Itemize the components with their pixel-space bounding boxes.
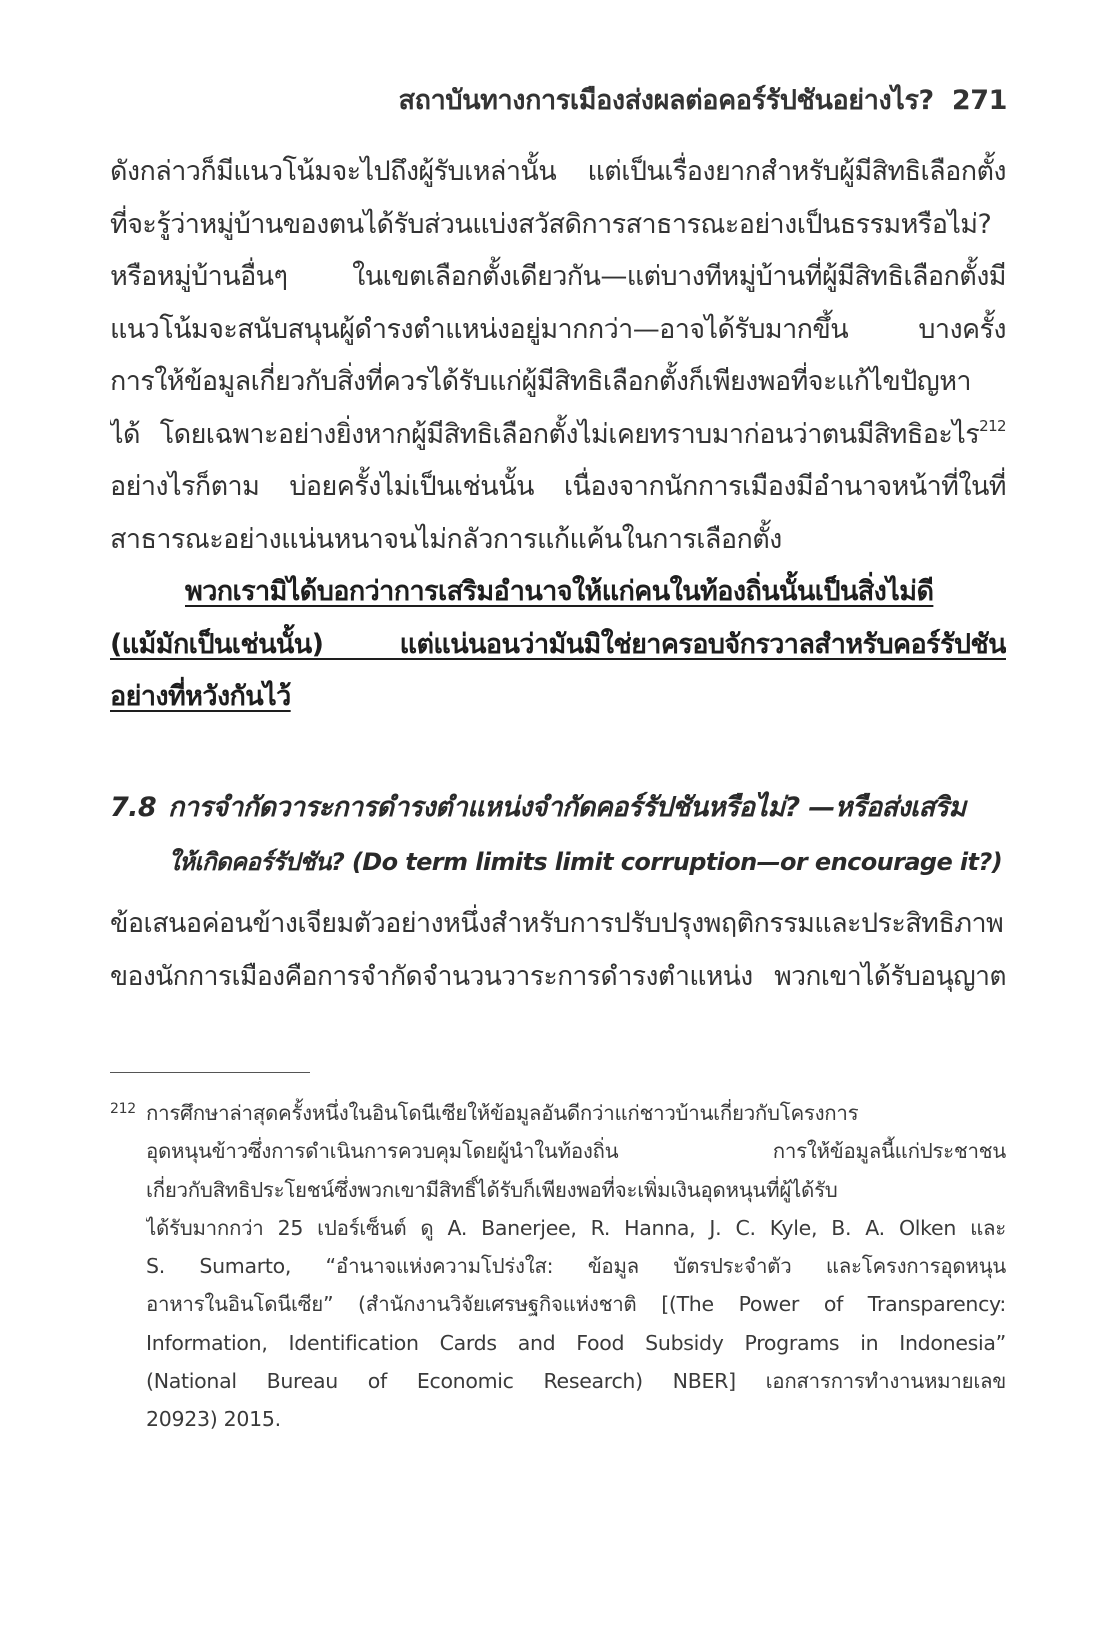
footnote-line: อาหารในอินโดนีเซีย” (สำนักงานวิจัยเศรษฐกิจแห่งชาติ [(The Power of Transparency: [146,1292,1006,1317]
running-header [399,78,1007,121]
footnote-line: อุดหนุนข้าวซึ่งการดำเนินการควบคุมโดยผู้นำในท้องถิ่น การให้ข้อมูลนี้แก่ประชาชน [146,1139,1006,1164]
paragraph-3 [110,898,1006,1003]
footnote-line: 20923) 2015. [146,1407,281,1432]
paragraph-1-line: ที่จะรู้ว่าหมู่บ้านของตนได้รับส่วนแบ่งสวัสดิการสาธารณะอย่างเป็นธรรมหรือไม่? [110,208,992,240]
section-heading [110,780,1010,890]
paragraph-1-line: หรือหมู่บ้านอื่นๆ ในเขตเลือกตั้งเดียวกัน—แต่บางทีหมู่บ้านที่ผู้มีสิทธิเลือกตั้งมี [110,261,1006,292]
footnote-line: (National Bureau of Economic Research) NBER] เอกสารการทำงานหมายเลข [146,1369,1006,1394]
paragraph-1-line: ได้ โดยเฉพาะอย่างยิ่งหากผู้มีสิทธิเลือกตั้งไม่เคยทราบมาก่อนว่าตนมีสิทธิอะไร [110,418,980,450]
paragraph-1 [110,146,1006,566]
page-number: 271 [951,85,1007,116]
footnote-body [146,1094,1006,1439]
footnote-line: การศึกษาล่าสุดครั้งหนึ่งในอินโดนีเซียให้ข้อมูลอันดีกว่าแก่ชาวบ้านเกี่ยวกับโครงการ [146,1101,859,1125]
paragraph-2-line: พวกเรามิได้บอกว่าการเสริมอำนาจให้แก่คนในท้องถิ่นนั้นเป็นสิ่งไม่ดี [185,576,934,607]
section-title-line-2: ให้เกิดคอร์รัปชัน? (Do term limits limit corruption—or encourage it?) [168,848,1003,876]
section-number: 7.8 [110,792,157,823]
paragraph-2-emphasis [110,566,1006,724]
paragraph-3-line: ข้อเสนอค่อนข้างเจียมตัวอย่างหนึ่งสำหรับการปรับปรุงพฤติกรรมและประสิทธิภาพ [110,908,1004,939]
paragraph-1-line: การให้ข้อมูลเกี่ยวกับสิ่งที่ควรได้รับแก่ผู้มีสิทธิเลือกตั้งก็เพียงพอที่จะแก้ไขปัญหา [110,366,971,397]
footnote-line: Information, Identification Cards and Food Subsidy Programs in Indonesia” [146,1330,1006,1355]
footnote-reference[interactable]: 212 [979,416,1006,435]
paragraph-3-line: ของนักการเมืองคือการจำกัดจำนวนวาระการดำรงตำแหน่ง พวกเขาได้รับอนุญาต [110,960,1006,992]
running-header-title: สถาบันทางการเมืองส่งผลต่อคอร์รัปชันอย่างไร? [398,85,934,116]
paragraph-1-line: อย่างไรก็ตาม บ่อยครั้งไม่เป็นเช่นนั้น เนื่องจากนักการเมืองมีอำนาจหน้าที่ในที่ [110,471,1006,502]
section-heading-line-1 [110,780,1010,835]
paragraph-1-line-with-ref [110,409,1006,462]
footnote-line: เกี่ยวกับสิทธิประโยชน์ซึ่งพวกเขามีสิทธิ์ได้รับก็เพียงพอที่จะเพิ่มเงินอุดหนุนที่ผู้ได้รับ [146,1177,838,1202]
paragraph-2-line: (แม้มักเป็นเช่นนั้น) แต่แน่นอนว่ามันมิใช่ยาครอบจักรวาลสำหรับคอร์รัปชัน [110,628,1006,660]
footnote-divider [110,1072,310,1073]
section-title-line-1: การจำกัดวาระการดำรงตำแหน่งจำกัดคอร์รัปชันหรือไม่? —หรือส่งเสริม [168,792,966,823]
paragraph-1-line: ดังกล่าวก็มีแนวโน้มจะไปถึงผู้รับเหล่านั้น แต่เป็นเรื่องยากสำหรับผู้มีสิทธิเลือกตั้ง [110,156,1006,187]
footnote-marker: 212 [110,1101,136,1117]
paragraph-1-line: แนวโน้มจะสนับสนุนผู้ดำรงตำแหน่งอยู่มากกว่า—อาจได้รับมากขึ้น บางครั้ง [110,313,1006,345]
paragraph-2-line: อย่างที่หวังกันไว้ [110,681,291,712]
paragraph-2-line-wrap [110,671,1006,724]
footnote-line: S. Sumarto, “อำนาจแห่งความโปร่งใส: ข้อมูล บัตรประจำตัว และโครงการอุดหนุน [146,1254,1006,1279]
paragraph-1-line: สาธารณะอย่างแน่นหนาจนไม่กลัวการแก้แค้นในการเลือกตั้ง [110,523,782,555]
footnote-212 [110,1094,1006,1439]
footnote-line: ได้รับมากกว่า 25 เปอร์เซ็นต์ ดู A. Banerjee, R. Hanna, J. C. Kyle, B. A. Olken และ [146,1215,1006,1240]
